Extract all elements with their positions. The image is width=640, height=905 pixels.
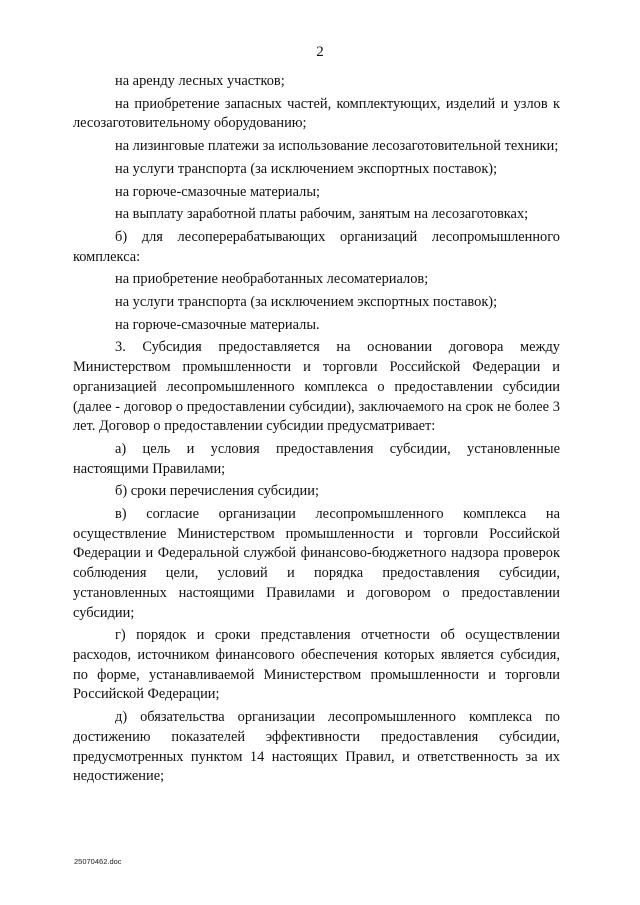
paragraph: а) цель и условия предоставления субсидии, установленные настоящими Правилами; bbox=[73, 440, 560, 477]
paragraph: г) порядок и сроки представления отчетности об осуществлении расходов, источником финансового обеспечения которых является субсидия, по форме, устанавливаемой Министерством промышленности и торговли Российской Федерации; bbox=[73, 627, 560, 703]
paragraph: на услуги транспорта (за исключением экспортных поставок); bbox=[115, 294, 498, 311]
page-number: 2 bbox=[316, 44, 324, 60]
paragraph: на приобретение запасных частей, комплектующих, изделий и узлов к лесозаготовительному оборудованию; bbox=[73, 95, 560, 132]
document-body bbox=[73, 72, 560, 787]
paragraph: на горюче-смазочные материалы. bbox=[115, 316, 320, 333]
paragraph: 3. Субсидия предоставляется на основании договора между Министерством промышленности и торговли Российской Федерации и организацией лесопромышленного комплекса о предоставлении субсидии (далее - договор о предоставлении субсидии), заключаемого на срок не более 3 лет. Договор о предоставлении субсидии предусматривает: bbox=[73, 339, 560, 435]
paragraph: на приобретение необработанных лесоматериалов; bbox=[115, 271, 429, 288]
paragraph: д) обязательства организации лесопромышленного комплекса по достижению показателей эффективности предоставления субсидии, предусмотренных пунктом 14 настоящих Правил, и ответственность за их недостижение; bbox=[73, 709, 560, 785]
footer-filename: 25070462.doc bbox=[74, 857, 122, 866]
paragraph: б) для лесоперерабатывающих организаций лесопромышленного комплекса: bbox=[73, 228, 560, 265]
paragraph: на аренду лесных участков; bbox=[115, 73, 285, 89]
paragraph: на услуги транспорта (за исключением экспортных поставок); bbox=[115, 160, 498, 177]
paragraph: в) согласие организации лесопромышленного комплекса на осуществление Министерством промышленности и торговли Российской Федерации и Федеральной службой финансово-бюджетного надзора проверок соблюдения цели, условий и порядка предоставления субсидии, установленных настоящими Правилами и договором о предоставлении субсидии; bbox=[73, 506, 560, 621]
paragraph: б) сроки перечисления субсидии; bbox=[115, 483, 319, 500]
paragraph: на горюче-смазочные материалы; bbox=[115, 183, 320, 200]
paragraph: на лизинговые платежи за использование лесозаготовительной техники; bbox=[115, 138, 559, 155]
paragraph: на выплату заработной платы рабочим, занятым на лесозаготовках; bbox=[115, 206, 529, 223]
